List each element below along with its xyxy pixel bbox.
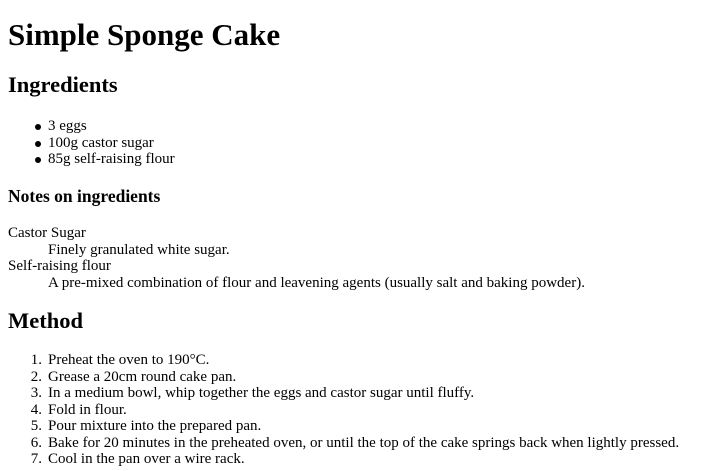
page-title: Simple Sponge Cake xyxy=(8,17,281,52)
step-text: Bake for 20 minutes in the preheated oven, or until the top of the cake springs back when lightly pressed. xyxy=(48,434,680,451)
step-number: 7. xyxy=(30,451,42,467)
step-text: Fold in flour. xyxy=(48,401,127,418)
step-number: 1. xyxy=(30,352,42,368)
method-step xyxy=(30,401,679,419)
method-step xyxy=(30,418,679,435)
note-definition: A pre-mixed combination of flour and leavening agents (usually salt and baking powder). xyxy=(48,274,585,291)
notes-heading: Notes on ingredients xyxy=(8,186,161,206)
ingredient-text: 100g castor sugar xyxy=(48,134,154,151)
step-text: Pour mixture into the prepared pan. xyxy=(48,418,262,434)
ingredient-item xyxy=(48,135,175,152)
step-number: 5. xyxy=(30,418,42,434)
method-list xyxy=(8,352,679,468)
step-text: Grease a 20cm round cake pan. xyxy=(48,368,237,385)
ingredient-text: 3 eggs xyxy=(48,118,87,134)
method-step xyxy=(30,451,679,468)
step-text: In a medium bowl, whip together the eggs and castor sugar until fluffy. xyxy=(48,385,475,401)
step-number: 4. xyxy=(30,401,42,418)
ingredient-item xyxy=(48,151,175,168)
ingredient-item xyxy=(48,118,175,135)
method-heading: Method xyxy=(8,308,83,333)
bullet-icon xyxy=(35,157,41,163)
bullet-icon xyxy=(35,124,41,130)
step-number: 2. xyxy=(30,368,42,385)
step-number: 6. xyxy=(30,434,42,451)
note-term: Castor Sugar xyxy=(8,225,86,241)
bullet-icon xyxy=(35,141,41,147)
ingredients-list xyxy=(8,118,175,168)
step-text: Cool in the pan over a wire rack. xyxy=(48,451,245,467)
ingredients-heading: Ingredients xyxy=(8,72,118,97)
method-step xyxy=(30,352,679,369)
step-number: 3. xyxy=(30,385,42,401)
method-step xyxy=(30,434,680,452)
method-step xyxy=(30,385,679,402)
note-term: Self-raising flour xyxy=(8,258,111,274)
ingredient-text: 85g self-raising flour xyxy=(48,151,175,167)
notes-list xyxy=(8,225,585,291)
method-step xyxy=(30,368,679,386)
step-text: Preheat the oven to 190°C. xyxy=(48,352,210,368)
note-definition: Finely granulated white sugar. xyxy=(48,241,230,258)
